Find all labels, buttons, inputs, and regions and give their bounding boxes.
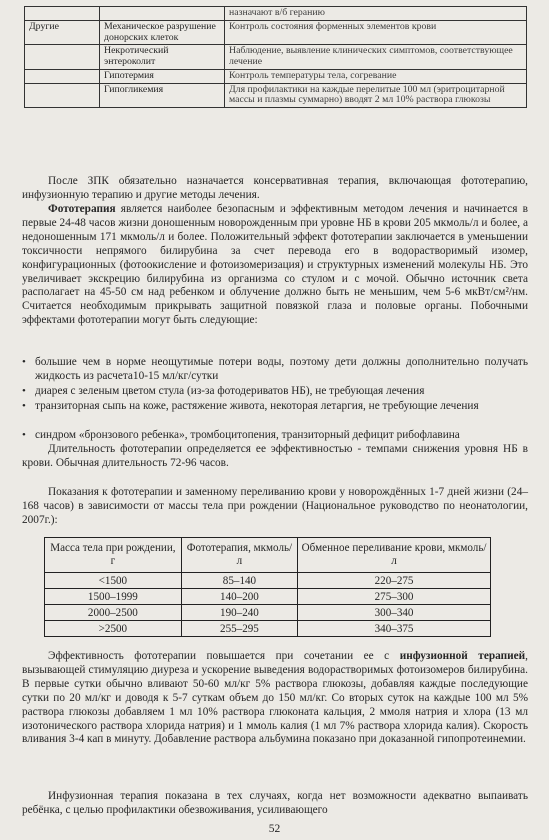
header-exchange-transfusion: Обменное переливание крови, мкмоль/л (298, 538, 491, 573)
complication-cell (100, 7, 225, 21)
indications-table (44, 537, 491, 637)
phototherapy-cell: 85–140 (181, 573, 297, 589)
weight-cell: >2500 (45, 621, 182, 637)
table-row (45, 605, 491, 621)
category-cell (25, 69, 100, 83)
page-number: 52 (268, 823, 281, 835)
phototherapy-cell: 255–295 (181, 621, 297, 637)
header-phototherapy: Фототерапия, мкмоль/л (181, 538, 297, 573)
phototherapy-cell: 140–200 (181, 589, 297, 605)
bullet-icon: • (22, 356, 26, 368)
complications-table (24, 6, 527, 108)
category-cell (25, 45, 100, 70)
paragraph-indications: Показания к фототерапии и заменному переливанию крови у новорождённых 1-7 дней жизни (24–168 часов) в зависимости от массы тела при рождении (Национальное руководство по неонатологии, 2007г.): (22, 486, 528, 526)
side-effect-item: • транзиторная сыпь на коже, растяжение живота, некоторая летаргия, не требующие лечения (22, 400, 479, 412)
category-cell (25, 83, 100, 108)
paragraph-phototherapy (22, 203, 528, 328)
weight-cell: 1500–1999 (45, 589, 182, 605)
complication-cell: Некротический энтероколит (100, 45, 225, 70)
complication-row (25, 69, 527, 83)
exchange-cell: 220–275 (298, 573, 491, 589)
complication-row (25, 83, 527, 108)
measure-cell: Контроль температуры тела, согревание (225, 69, 527, 83)
category-cell: Другие (25, 20, 100, 45)
exchange-cell: 300–340 (298, 605, 491, 621)
phototherapy-text: является наиболее безопасным и эффективным методом лечения и начинается в первые 24-48 часов жизни доношенным новорожденным при уровне НБ в крови 205 мкмоль/л и более, а недоношенным 171 мкмоль/л и более. Положительный эффект фототерапии заключается в уменьшении токсичности непрямого билирубина за счет перевода его в водорастворимый изомер, конфигурационных (фотоокисление и фотоизомеризация) и структурных изменений молекулы НБ. Это увеличивает экскрецию билирубина из организма со стулом и с мочой. Обычно источник света располагает на 45-50 см над ребенком и облучение должно быть не меньшим, чем 5-6 мкВт/см²/нм. Считается необходимым прикрывать защитной повязкой глаза и половые органы. Побочными эффектами фототерапии могут быть следующие: (22, 203, 528, 327)
weight-cell: 2000–2500 (45, 605, 182, 621)
header-birth-weight: Масса тела при рождении, г (45, 538, 182, 573)
table-row (45, 573, 491, 589)
phototherapy-cell: 190–240 (181, 605, 297, 621)
phototherapy-term: Фототерапия (48, 203, 116, 215)
complication-row (25, 20, 527, 45)
complication-row (25, 7, 527, 21)
weight-cell: <1500 (45, 573, 182, 589)
measure-cell: Наблюдение, выявление клинических симптомов, соответствующее лечение (225, 45, 527, 70)
side-effect-item: • синдром «бронзового ребенка», тромбоцитопения, транзиторный дефицит рибофлавина (22, 429, 460, 441)
paragraph-after-zpk: После ЗПК обязательно назначается консервативная терапия, включающая фототерапию, инфузионную терапию и другие методы лечения. (22, 175, 528, 201)
complication-cell: Гипотермия (100, 69, 225, 83)
bullet-icon: • (22, 429, 26, 441)
side-effect-item: • диарея с зеленым цветом стула (из-за фотодериватов НБ), не требующая лечения (22, 385, 425, 397)
exchange-cell: 340–375 (298, 621, 491, 637)
complication-row (25, 45, 527, 70)
complication-cell: Механическое разрушение донорских клеток (100, 20, 225, 45)
bullet-icon: • (22, 400, 26, 412)
bullet-icon: • (22, 385, 26, 397)
complication-cell: Гипогликемия (100, 83, 225, 108)
paragraph-infusion-indications: Инфузионная терапия показана в тех случаях, когда нет возможности адекватно выпаивать ребёнка, с целью профилактики обезвоживания, усиливающего (22, 790, 528, 816)
exchange-cell: 275–300 (298, 589, 491, 605)
category-cell (25, 7, 100, 21)
paragraph-infusion: Эффективность фототерапии повышается при сочетании ее с инфузионной терапией, вызывающей стимуляцию диуреза и ускорение выведения водорастворимых фотоизомеров билирубина. В первые сутки обычно вливают 50-60 мл/кг 5% раствора глюкозы, добавляя каждые последующие сутки по 20 мл/кг и доводя к 5-7 суткам объем до 150 мл/кг. Со вторых суток на каждые 100 мл 5% раствора глюкозы добавляем 1 мл 10% раствора глюконата кальция, 2 ммоля натрия и хлора (13 мл изотонического раствора хлорида натрия) и 1 ммоль калия (1 мл 7% раствора хлорида калия). Скорость вливания 3-4 кап в минуту. Добавление раствора альбумина показано при доказанной гипопротеинемии. (22, 650, 528, 746)
table-row (45, 589, 491, 605)
infusion-term: инфузионной терапией (399, 650, 526, 662)
measure-cell: Контроль состояния форменных элементов крови (225, 20, 527, 45)
measure-cell: назначают в/б геранию (225, 7, 527, 21)
measure-cell: Для профилактики на каждые перелитые 100 мл (эритроцитарной массы и плазмы суммарно) вводят 2 мл 10% раствора глюкозы (225, 83, 527, 108)
table-row (45, 621, 491, 637)
side-effect-item: • большие чем в норме неощутимые потери воды, поэтому дети должны дополнительно получать жидкость из расчета10-15 мл/кг/сутки (22, 356, 528, 382)
paragraph-duration: Длительность фототерапии определяется ее эффективностью - темпами снижения уровня НБ в крови. Обычная длительность 72-96 часов. (22, 443, 528, 469)
